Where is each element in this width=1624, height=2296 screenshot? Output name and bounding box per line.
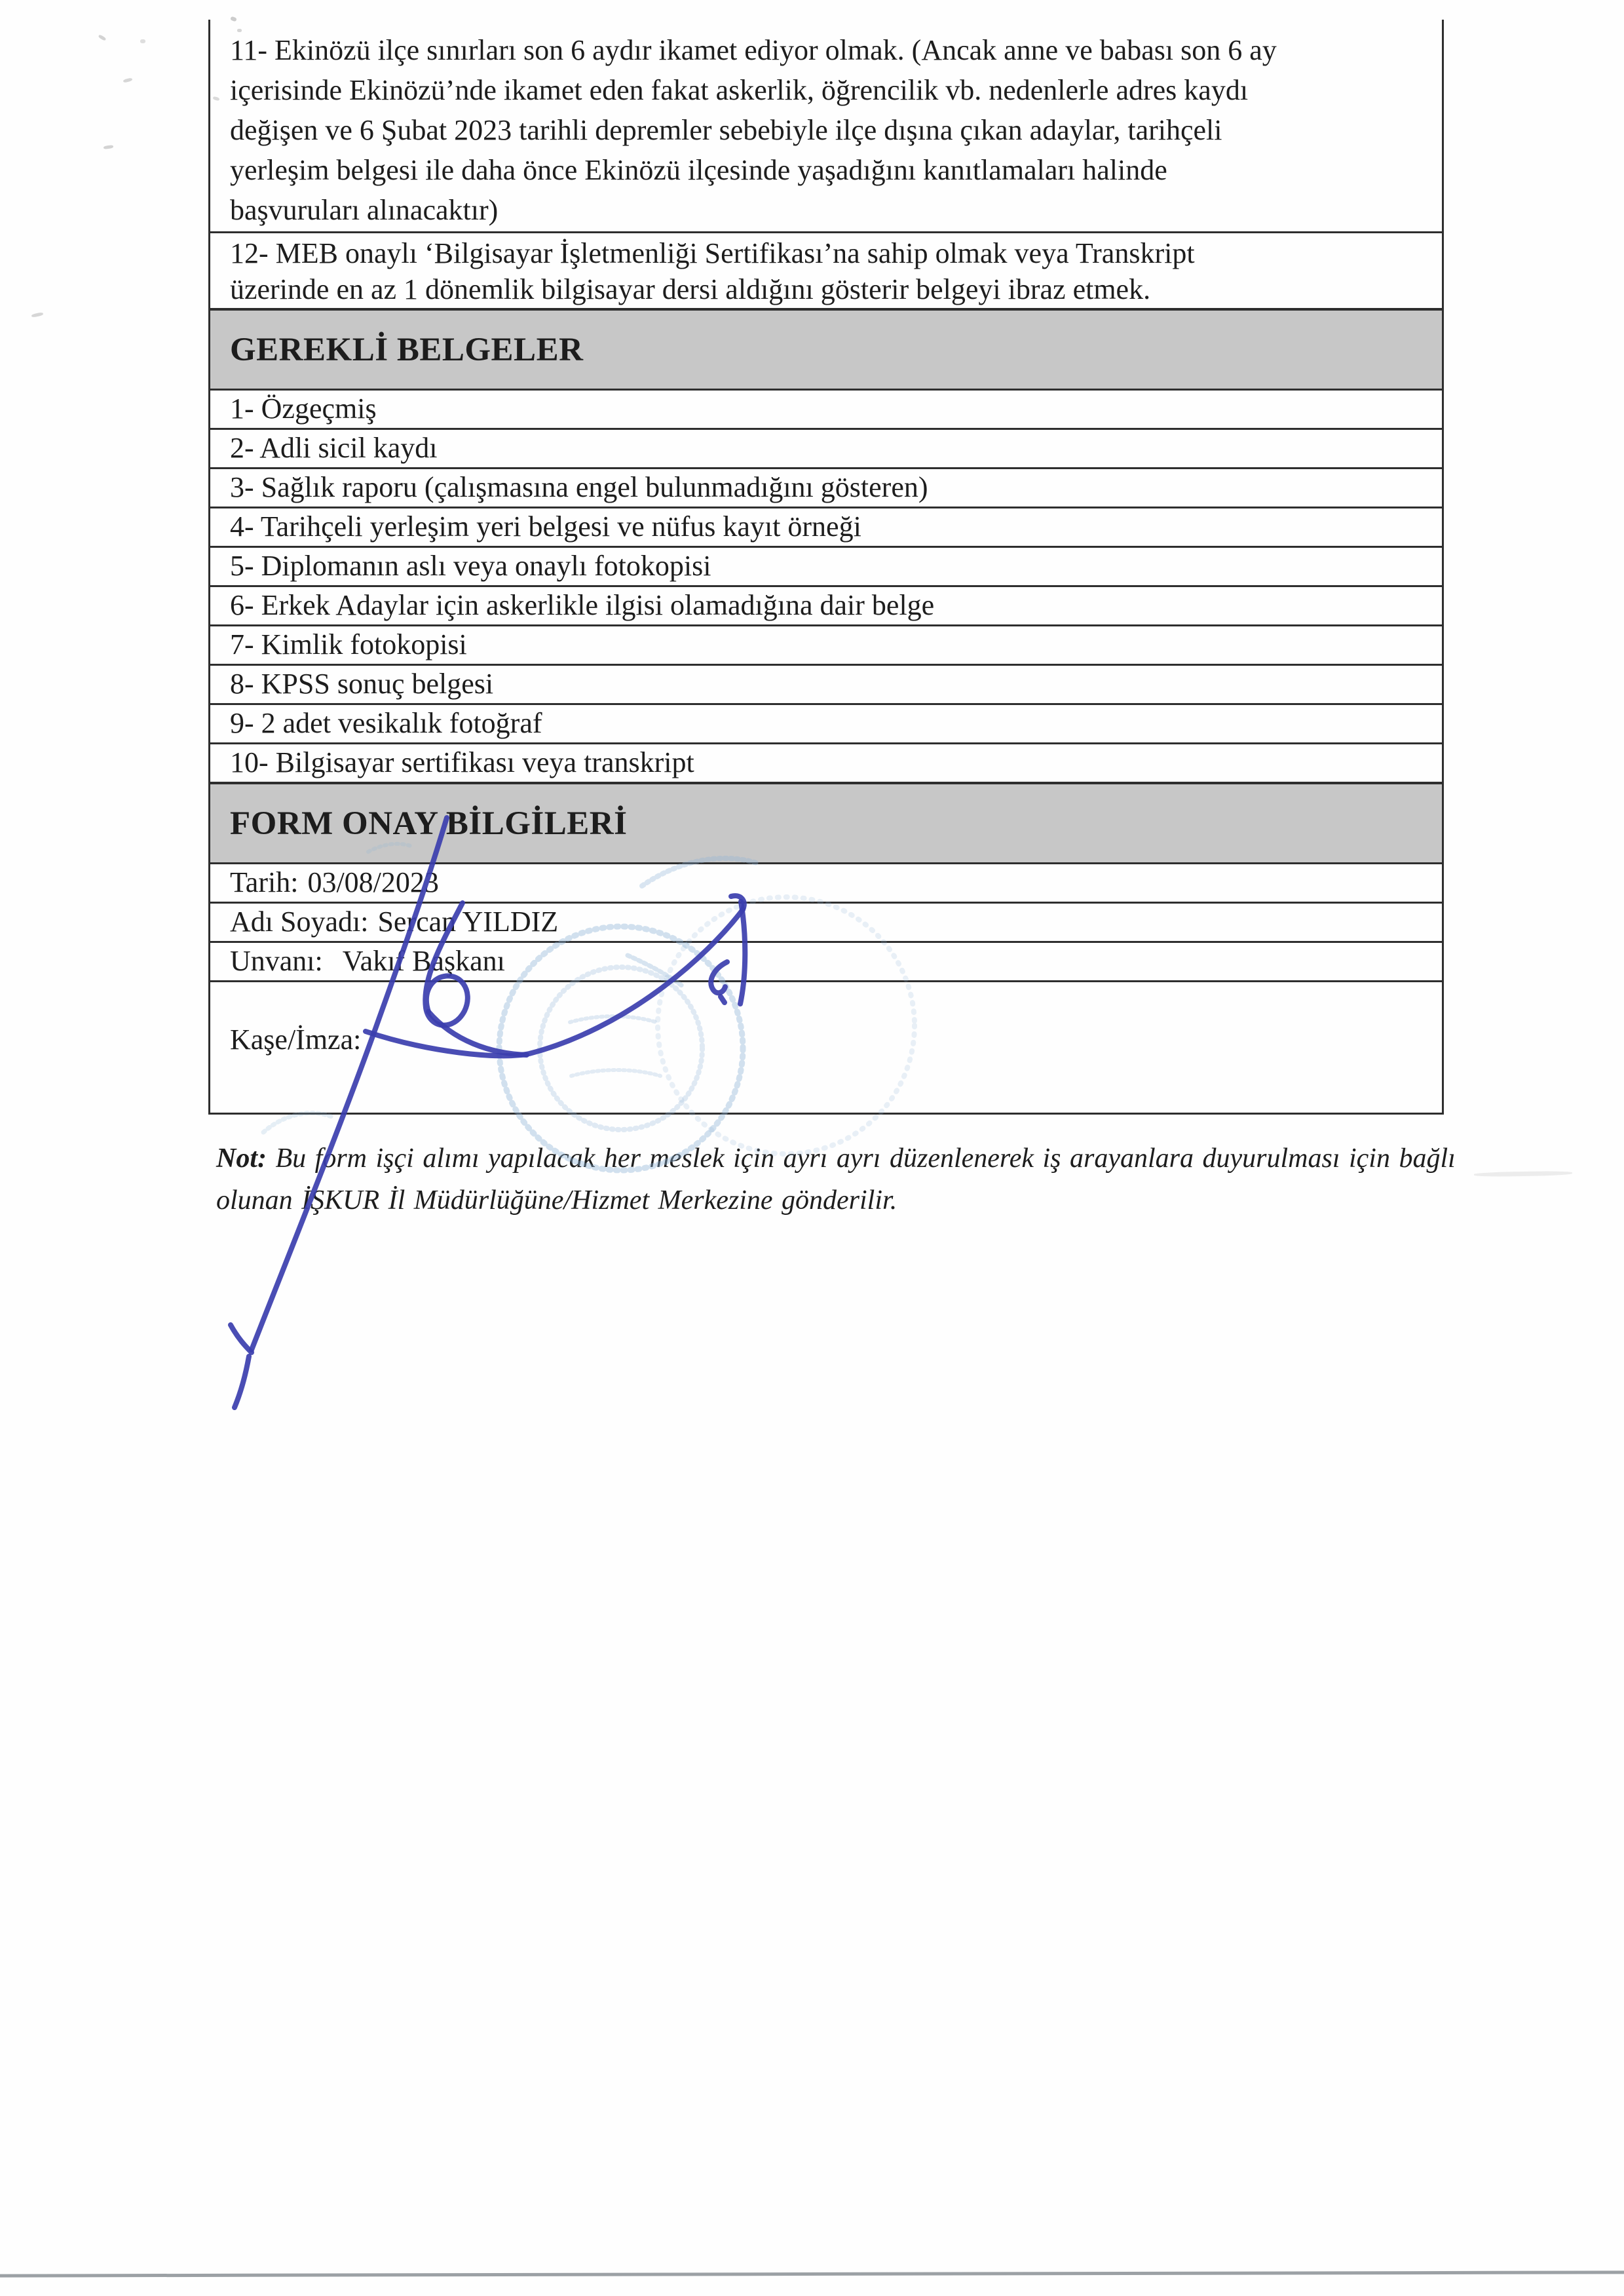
scan-artifact: [140, 39, 145, 43]
document-row-5: [210, 548, 1442, 587]
document-item-label: 8- KPSS sonuç belgesi: [230, 668, 494, 700]
scan-artifact: [98, 34, 107, 41]
title-row: [210, 943, 1442, 982]
document-item-label: 4- Tarihçeli yerleşim yeri belgesi ve nüfus kayıt örneği: [230, 510, 861, 543]
approval-header: [210, 784, 1442, 864]
name-row: [210, 904, 1442, 943]
document-item-label: 5- Diplomanın aslı veya onaylı fotokopisi: [230, 550, 711, 582]
required-documents-header-label: GEREKLİ BELGELER: [230, 331, 584, 368]
scan-divider-line: [0, 2270, 1624, 2277]
condition-11-line-3: değişen ve 6 Şubat 2023 tarihli depremler sebebiyle ilçe dışına çıkan adaylar, tarihçeli: [230, 114, 1222, 146]
condition-12-line-1: 12- MEB onaylı ‘Bilgisayar İşletmenliği Sertifikası’na sahip olmak veya Transkript: [230, 237, 1195, 269]
document-row-9: [210, 705, 1442, 744]
approval-header-label: FORM ONAY BİLGİLERİ: [230, 805, 628, 842]
condition-11-line-2: içerisinde Ekinözü’nde ikamet eden fakat askerlik, öğrencilik vb. nedenlerle adres kaydı: [230, 74, 1249, 106]
document-item-label: 10- Bilgisayar sertifikası veya transkript: [230, 746, 694, 778]
document-item-label: 2- Adli sicil kaydı: [230, 432, 438, 464]
scan-artifact: [31, 312, 44, 318]
document-item-label: 9- 2 adet vesikalık fotoğraf: [230, 707, 542, 739]
condition-11-line-4: yerleşim belgesi ile daha önce Ekinözü ilçesinde yaşadığını kanıtlamaları halinde: [230, 154, 1167, 186]
stamp-row: [210, 982, 1442, 1115]
document-row-7: [210, 626, 1442, 666]
name-value: Sercan YILDIZ: [377, 906, 559, 938]
document-item-label: 6- Erkek Adaylar için askerlikle ilgisi olamadığına dair belge: [230, 589, 935, 621]
condition-row-11: [210, 20, 1442, 233]
form-table: [208, 20, 1444, 1115]
document-row-6: [210, 587, 1442, 626]
note-line-1: [216, 1138, 1467, 1179]
document-row-4: [210, 508, 1442, 548]
stamp-label: Kaşe/İmza:: [230, 1024, 362, 1056]
note-line-2: olunan İŞKUR İl Müdürlüğüne/Hizmet Merkezine gönderilir.: [216, 1185, 897, 1215]
document-row-10: [210, 744, 1442, 784]
document-item-label: 3- Sağlık raporu (çalışmasına engel bulunmadığını gösteren): [230, 471, 928, 503]
scan-artifact: [1474, 1171, 1572, 1177]
name-label: Adı Soyadı:: [230, 906, 369, 938]
note-text-1: Bu form işçi alımı yapılacak her meslek için ayrı ayrı düzenlenerek iş arayanlara duyurulması için bağlı: [275, 1143, 1456, 1174]
required-documents-header: [210, 310, 1442, 391]
condition-11-line-1: 11- Ekinözü ilçe sınırları son 6 aydır ikamet ediyor olmak. (Ancak anne ve babası son 6 ay: [230, 34, 1277, 66]
date-value: 03/08/2023: [307, 866, 439, 898]
document-row-8: [210, 666, 1442, 705]
document-row-2: [210, 430, 1442, 469]
document-item-label: 7- Kimlik fotokopisi: [230, 628, 467, 660]
document-item-label: 1- Özgeçmiş: [230, 392, 377, 425]
document-row-1: [210, 391, 1442, 430]
condition-11-line-5: başvuruları alınacaktır): [230, 194, 499, 226]
title-label: Unvanı:: [230, 945, 323, 977]
scan-artifact: [123, 77, 133, 83]
condition-row-12: [210, 233, 1442, 310]
condition-12-line-2: üzerinde en az 1 dönemlik bilgisayar dersi aldığını gösterir belgeyi ibraz etmek.: [230, 273, 1151, 305]
title-value: Vakıf Başkanı: [342, 945, 505, 977]
note: [216, 1138, 1467, 1221]
date-label: Tarih:: [230, 866, 299, 898]
document-row-3: [210, 469, 1442, 508]
scan-artifact: [104, 145, 114, 149]
date-row: [210, 864, 1442, 904]
note-label: Not:: [216, 1143, 267, 1174]
